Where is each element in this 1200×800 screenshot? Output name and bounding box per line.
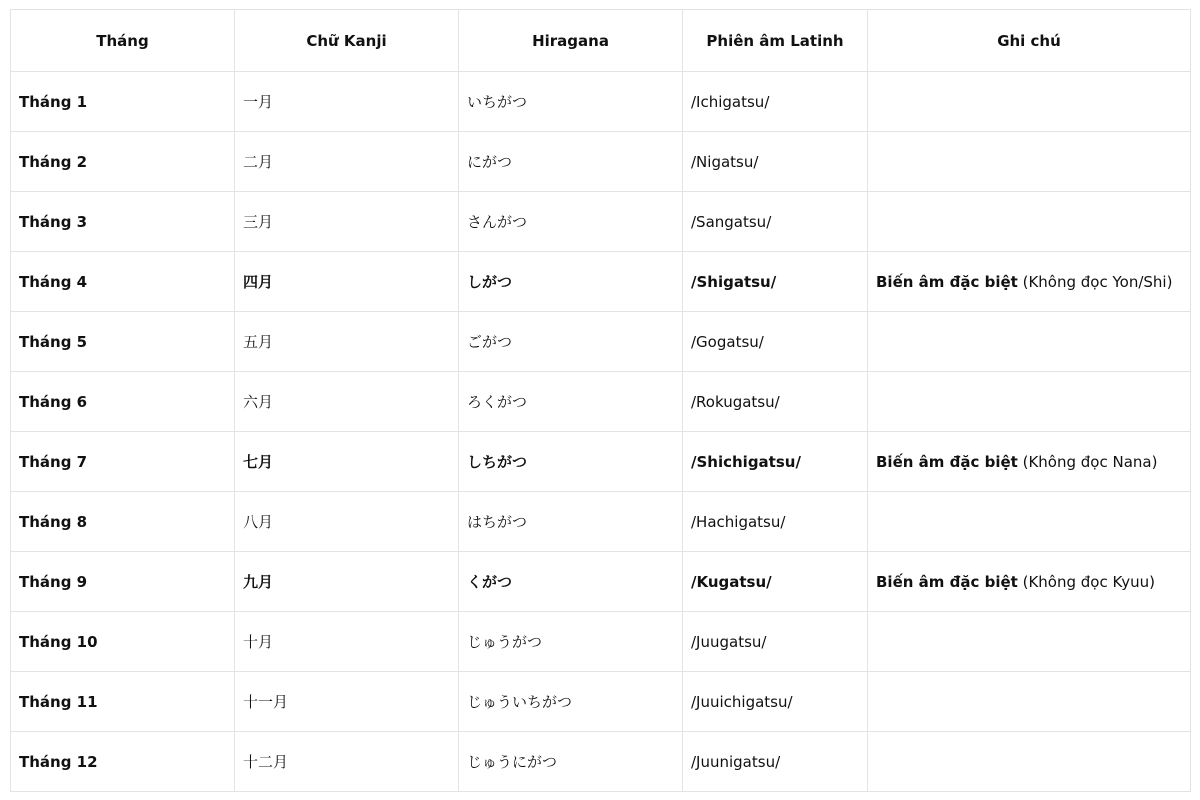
note-cell — [868, 192, 1191, 252]
hiragana-cell: じゅういちがつ — [459, 672, 683, 732]
hiragana-cell: くがつ — [459, 552, 683, 612]
table-row — [11, 732, 1191, 792]
kanji-cell: 五月 — [235, 312, 459, 372]
note-cell — [868, 252, 1191, 312]
note-cell — [868, 612, 1191, 672]
note-emphasis: Biến âm đặc biệt — [876, 272, 1018, 291]
table-row — [11, 672, 1191, 732]
hiragana-cell: にがつ — [459, 132, 683, 192]
table-row — [11, 432, 1191, 492]
hiragana-cell: ろくがつ — [459, 372, 683, 432]
note-detail: (Không đọc Nana) — [1017, 452, 1158, 471]
romaji-cell: /Nigatsu/ — [683, 132, 868, 192]
note-detail: (Không đọc Yon/Shi) — [1017, 272, 1173, 291]
column-header-month: Tháng — [11, 10, 235, 72]
romaji-cell: /Shigatsu/ — [683, 252, 868, 312]
note-cell — [868, 312, 1191, 372]
month-cell: Tháng 7 — [11, 432, 235, 492]
table-row — [11, 312, 1191, 372]
kanji-cell: 三月 — [235, 192, 459, 252]
note-cell — [868, 552, 1191, 612]
romaji-cell: /Hachigatsu/ — [683, 492, 868, 552]
month-cell: Tháng 9 — [11, 552, 235, 612]
note-cell — [868, 72, 1191, 132]
romaji-cell: /Sangatsu/ — [683, 192, 868, 252]
romaji-cell: /Juuichigatsu/ — [683, 672, 868, 732]
hiragana-cell: じゅうにがつ — [459, 732, 683, 792]
hiragana-cell: さんがつ — [459, 192, 683, 252]
month-cell: Tháng 4 — [11, 252, 235, 312]
hiragana-cell: しちがつ — [459, 432, 683, 492]
romaji-cell: /Kugatsu/ — [683, 552, 868, 612]
romaji-cell: /Shichigatsu/ — [683, 432, 868, 492]
note-detail: (Không đọc Kyuu) — [1017, 572, 1155, 591]
table-row — [11, 252, 1191, 312]
note-cell — [868, 492, 1191, 552]
table-row — [11, 132, 1191, 192]
table-row — [11, 372, 1191, 432]
romaji-cell: /Juugatsu/ — [683, 612, 868, 672]
month-cell: Tháng 3 — [11, 192, 235, 252]
romaji-cell: /Ichigatsu/ — [683, 72, 868, 132]
romaji-cell: /Juunigatsu/ — [683, 732, 868, 792]
month-cell: Tháng 5 — [11, 312, 235, 372]
note-emphasis: Biến âm đặc biệt — [876, 572, 1018, 591]
kanji-cell: 十月 — [235, 612, 459, 672]
table-row — [11, 492, 1191, 552]
table-row — [11, 552, 1191, 612]
month-cell: Tháng 12 — [11, 732, 235, 792]
note-cell — [868, 732, 1191, 792]
column-header-note: Ghi chú — [868, 10, 1191, 72]
column-header-romaji: Phiên âm Latinh — [683, 10, 868, 72]
month-cell: Tháng 2 — [11, 132, 235, 192]
kanji-cell: 六月 — [235, 372, 459, 432]
note-emphasis: Biến âm đặc biệt — [876, 452, 1018, 471]
kanji-cell: 四月 — [235, 252, 459, 312]
hiragana-cell: いちがつ — [459, 72, 683, 132]
note-cell — [868, 372, 1191, 432]
month-cell: Tháng 11 — [11, 672, 235, 732]
table-row — [11, 192, 1191, 252]
months-table-container — [10, 9, 1191, 792]
column-header-kanji: Chữ Kanji — [235, 10, 459, 72]
month-cell: Tháng 8 — [11, 492, 235, 552]
note-cell — [868, 132, 1191, 192]
kanji-cell: 一月 — [235, 72, 459, 132]
romaji-cell: /Gogatsu/ — [683, 312, 868, 372]
month-cell: Tháng 6 — [11, 372, 235, 432]
kanji-cell: 八月 — [235, 492, 459, 552]
hiragana-cell: じゅうがつ — [459, 612, 683, 672]
note-cell — [868, 672, 1191, 732]
romaji-cell: /Rokugatsu/ — [683, 372, 868, 432]
kanji-cell: 十二月 — [235, 732, 459, 792]
kanji-cell: 九月 — [235, 552, 459, 612]
month-cell: Tháng 1 — [11, 72, 235, 132]
hiragana-cell: しがつ — [459, 252, 683, 312]
hiragana-cell: ごがつ — [459, 312, 683, 372]
hiragana-cell: はちがつ — [459, 492, 683, 552]
kanji-cell: 二月 — [235, 132, 459, 192]
column-header-hiragana: Hiragana — [459, 10, 683, 72]
month-cell: Tháng 10 — [11, 612, 235, 672]
table-row — [11, 612, 1191, 672]
table-row — [11, 72, 1191, 132]
note-cell — [868, 432, 1191, 492]
kanji-cell: 十一月 — [235, 672, 459, 732]
months-table — [10, 9, 1191, 792]
kanji-cell: 七月 — [235, 432, 459, 492]
table-header-row — [11, 10, 1191, 72]
